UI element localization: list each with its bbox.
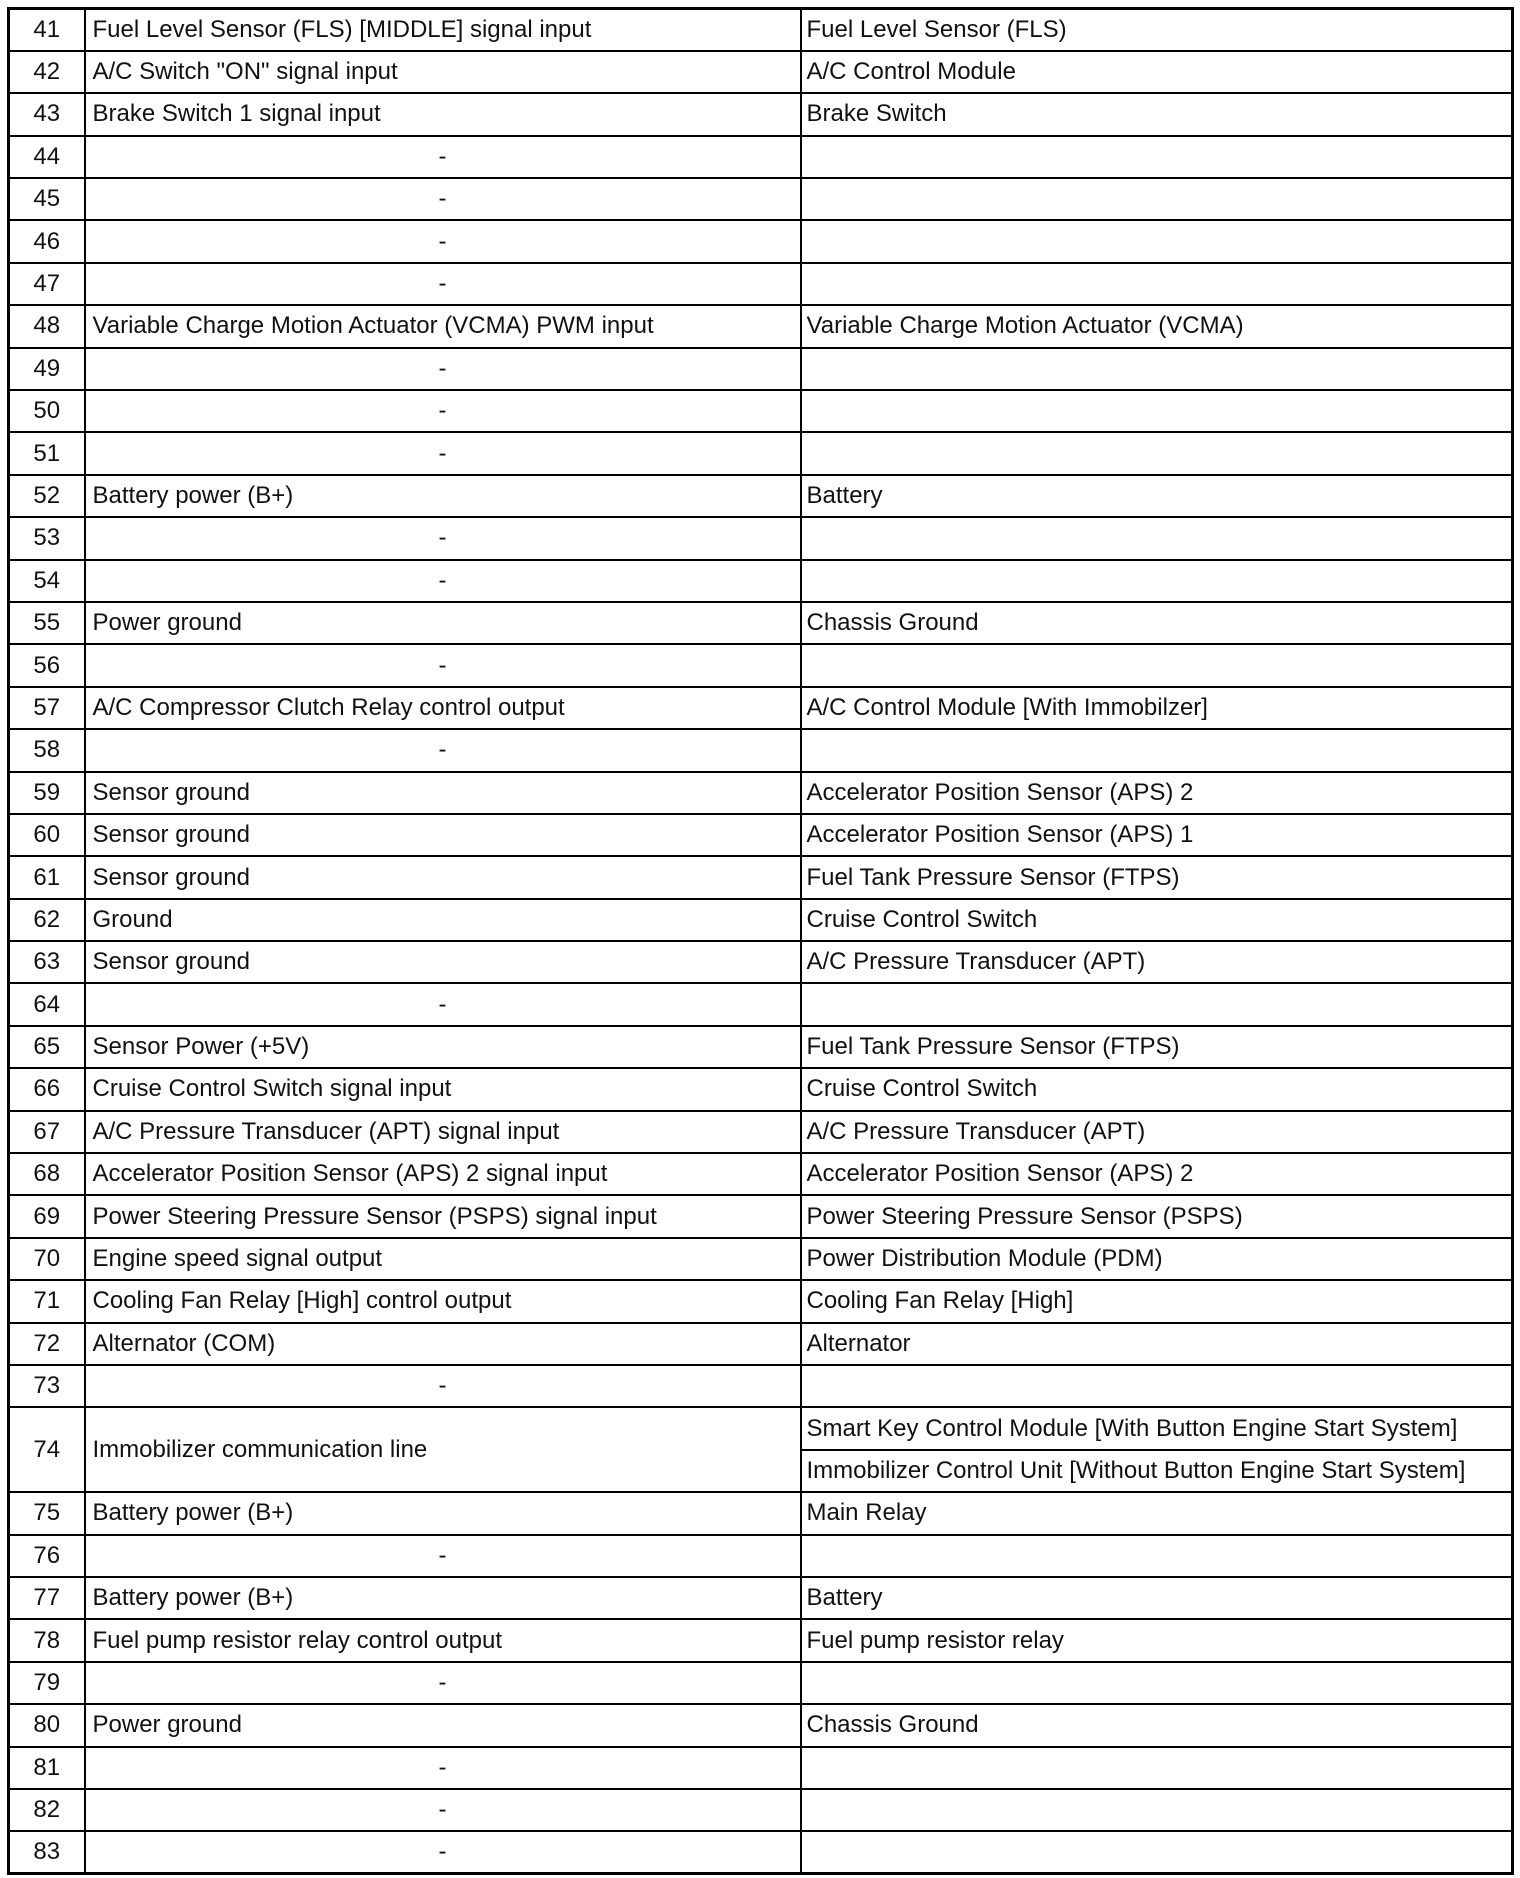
pin-connection bbox=[801, 432, 1513, 474]
pin-description: Power Steering Pressure Sensor (PSPS) signal input bbox=[85, 1195, 801, 1237]
pin-connection bbox=[801, 644, 1513, 686]
pin-description: Sensor Power (+5V) bbox=[85, 1026, 801, 1068]
pin-connection bbox=[801, 136, 1513, 178]
table-row bbox=[9, 517, 1513, 559]
pin-description: Battery power (B+) bbox=[85, 475, 801, 517]
pin-description: - bbox=[85, 1831, 801, 1873]
pin-number: 48 bbox=[9, 305, 85, 347]
pin-number: 55 bbox=[9, 602, 85, 644]
pin-connection bbox=[801, 1831, 1513, 1873]
pin-connection: Main Relay bbox=[801, 1492, 1513, 1534]
pin-connection bbox=[801, 348, 1513, 390]
pin-description: Cooling Fan Relay [High] control output bbox=[85, 1280, 801, 1322]
pin-connection bbox=[801, 1747, 1513, 1789]
table-row bbox=[9, 814, 1513, 856]
pin-connection: Fuel Level Sensor (FLS) bbox=[801, 9, 1513, 51]
pin-number: 83 bbox=[9, 1831, 85, 1873]
table-row bbox=[9, 1747, 1513, 1789]
pin-description: - bbox=[85, 220, 801, 262]
pin-connection: Battery bbox=[801, 475, 1513, 517]
pin-connection bbox=[801, 1535, 1513, 1577]
pin-description: Accelerator Position Sensor (APS) 2 signal input bbox=[85, 1153, 801, 1195]
table-row bbox=[9, 1407, 1513, 1449]
pin-connection: Chassis Ground bbox=[801, 1704, 1513, 1746]
table-row bbox=[9, 390, 1513, 432]
pin-description: - bbox=[85, 390, 801, 432]
pin-number: 76 bbox=[9, 1535, 85, 1577]
pin-description: Sensor ground bbox=[85, 814, 801, 856]
pin-number: 45 bbox=[9, 178, 85, 220]
table-row bbox=[9, 220, 1513, 262]
pin-description: - bbox=[85, 1789, 801, 1831]
pin-connection: Power Distribution Module (PDM) bbox=[801, 1238, 1513, 1280]
pin-description: Power ground bbox=[85, 1704, 801, 1746]
pin-description: Fuel pump resistor relay control output bbox=[85, 1619, 801, 1661]
table-row bbox=[9, 644, 1513, 686]
pin-connection: Accelerator Position Sensor (APS) 1 bbox=[801, 814, 1513, 856]
pin-description: - bbox=[85, 432, 801, 474]
pin-connection: Cruise Control Switch bbox=[801, 899, 1513, 941]
pin-number: 54 bbox=[9, 560, 85, 602]
pin-number: 68 bbox=[9, 1153, 85, 1195]
pin-number: 61 bbox=[9, 856, 85, 898]
pin-connection: A/C Control Module bbox=[801, 51, 1513, 93]
pin-number: 51 bbox=[9, 432, 85, 474]
pin-number: 50 bbox=[9, 390, 85, 432]
pin-number: 46 bbox=[9, 220, 85, 262]
pin-description: - bbox=[85, 178, 801, 220]
pin-connection: Fuel pump resistor relay bbox=[801, 1619, 1513, 1661]
table-row bbox=[9, 856, 1513, 898]
table-row bbox=[9, 1026, 1513, 1068]
table-row bbox=[9, 136, 1513, 178]
pin-number: 69 bbox=[9, 1195, 85, 1237]
pin-description: - bbox=[85, 263, 801, 305]
pin-description-table bbox=[7, 7, 1514, 1875]
pin-description: Alternator (COM) bbox=[85, 1323, 801, 1365]
table-row bbox=[9, 1535, 1513, 1577]
pin-number: 80 bbox=[9, 1704, 85, 1746]
pin-description: A/C Pressure Transducer (APT) signal input bbox=[85, 1111, 801, 1153]
table-row bbox=[9, 475, 1513, 517]
table-row bbox=[9, 1789, 1513, 1831]
pin-number: 67 bbox=[9, 1111, 85, 1153]
pin-description: Battery power (B+) bbox=[85, 1577, 801, 1619]
pin-number: 75 bbox=[9, 1492, 85, 1534]
pin-connection bbox=[801, 983, 1513, 1025]
pin-connection bbox=[801, 1662, 1513, 1704]
table-row bbox=[9, 560, 1513, 602]
table-row bbox=[9, 602, 1513, 644]
pin-description: Variable Charge Motion Actuator (VCMA) PWM input bbox=[85, 305, 801, 347]
pin-connection bbox=[801, 220, 1513, 262]
table-row bbox=[9, 9, 1513, 51]
pin-number: 41 bbox=[9, 9, 85, 51]
pin-connection bbox=[801, 517, 1513, 559]
pin-number: 49 bbox=[9, 348, 85, 390]
pin-number: 62 bbox=[9, 899, 85, 941]
pin-connection: Accelerator Position Sensor (APS) 2 bbox=[801, 772, 1513, 814]
pin-number: 53 bbox=[9, 517, 85, 559]
pin-number: 64 bbox=[9, 983, 85, 1025]
pin-number: 57 bbox=[9, 687, 85, 729]
pin-description: Battery power (B+) bbox=[85, 1492, 801, 1534]
pin-number: 74 bbox=[9, 1407, 85, 1492]
table-row bbox=[9, 1111, 1513, 1153]
pin-description: - bbox=[85, 560, 801, 602]
pin-connection: Brake Switch bbox=[801, 93, 1513, 135]
pin-description: A/C Switch "ON" signal input bbox=[85, 51, 801, 93]
pin-description: - bbox=[85, 729, 801, 771]
table-row bbox=[9, 1195, 1513, 1237]
table-row bbox=[9, 1662, 1513, 1704]
pin-number: 56 bbox=[9, 644, 85, 686]
pin-number: 44 bbox=[9, 136, 85, 178]
pin-description: A/C Compressor Clutch Relay control output bbox=[85, 687, 801, 729]
table-row bbox=[9, 1068, 1513, 1110]
table-row bbox=[9, 1365, 1513, 1407]
table-row bbox=[9, 1492, 1513, 1534]
pin-connection: Accelerator Position Sensor (APS) 2 bbox=[801, 1153, 1513, 1195]
pin-description: Fuel Level Sensor (FLS) [MIDDLE] signal input bbox=[85, 9, 801, 51]
pin-description: Sensor ground bbox=[85, 941, 801, 983]
pin-description: Sensor ground bbox=[85, 772, 801, 814]
pin-description: Cruise Control Switch signal input bbox=[85, 1068, 801, 1110]
pin-number: 79 bbox=[9, 1662, 85, 1704]
pin-description: - bbox=[85, 983, 801, 1025]
table-row bbox=[9, 1280, 1513, 1322]
table-row bbox=[9, 1577, 1513, 1619]
pin-description: Engine speed signal output bbox=[85, 1238, 801, 1280]
pin-description: - bbox=[85, 1747, 801, 1789]
pin-connection: A/C Pressure Transducer (APT) bbox=[801, 941, 1513, 983]
pin-description: Sensor ground bbox=[85, 856, 801, 898]
pin-number: 42 bbox=[9, 51, 85, 93]
pin-description: Ground bbox=[85, 899, 801, 941]
pin-connection: Variable Charge Motion Actuator (VCMA) bbox=[801, 305, 1513, 347]
pin-connection bbox=[801, 390, 1513, 432]
pin-connection bbox=[801, 263, 1513, 305]
pin-description: Immobilizer communication line bbox=[85, 1407, 801, 1492]
table-row bbox=[9, 432, 1513, 474]
pin-description: Brake Switch 1 signal input bbox=[85, 93, 801, 135]
pin-description: - bbox=[85, 348, 801, 390]
table-row bbox=[9, 1831, 1513, 1873]
table-row bbox=[9, 729, 1513, 771]
table-row bbox=[9, 899, 1513, 941]
table-row bbox=[9, 93, 1513, 135]
pin-connection: Immobilizer Control Unit [Without Button Engine Start System] bbox=[801, 1450, 1513, 1492]
table-row bbox=[9, 1153, 1513, 1195]
table-row bbox=[9, 772, 1513, 814]
pin-connection bbox=[801, 560, 1513, 602]
pin-number: 47 bbox=[9, 263, 85, 305]
pin-table-body bbox=[9, 9, 1513, 1874]
pin-number: 73 bbox=[9, 1365, 85, 1407]
pin-description: - bbox=[85, 1365, 801, 1407]
table-row bbox=[9, 941, 1513, 983]
pin-number: 81 bbox=[9, 1747, 85, 1789]
pin-number: 58 bbox=[9, 729, 85, 771]
pin-description: - bbox=[85, 1535, 801, 1577]
pin-connection bbox=[801, 1365, 1513, 1407]
pin-connection: Chassis Ground bbox=[801, 602, 1513, 644]
pin-number: 43 bbox=[9, 93, 85, 135]
pin-number: 60 bbox=[9, 814, 85, 856]
pin-connection: Smart Key Control Module [With Button Engine Start System] bbox=[801, 1407, 1513, 1449]
table-row bbox=[9, 687, 1513, 729]
pin-number: 77 bbox=[9, 1577, 85, 1619]
table-row bbox=[9, 305, 1513, 347]
pin-connection: Alternator bbox=[801, 1323, 1513, 1365]
pin-number: 82 bbox=[9, 1789, 85, 1831]
pin-number: 66 bbox=[9, 1068, 85, 1110]
pin-connection: A/C Control Module [With Immobilzer] bbox=[801, 687, 1513, 729]
pin-description: - bbox=[85, 644, 801, 686]
pin-number: 65 bbox=[9, 1026, 85, 1068]
pin-description: - bbox=[85, 136, 801, 178]
pin-connection: Cooling Fan Relay [High] bbox=[801, 1280, 1513, 1322]
pin-connection: Power Steering Pressure Sensor (PSPS) bbox=[801, 1195, 1513, 1237]
table-row bbox=[9, 1619, 1513, 1661]
pin-connection: Cruise Control Switch bbox=[801, 1068, 1513, 1110]
pin-description: Power ground bbox=[85, 602, 801, 644]
pin-number: 63 bbox=[9, 941, 85, 983]
table-row bbox=[9, 1323, 1513, 1365]
table-row bbox=[9, 263, 1513, 305]
pin-number: 78 bbox=[9, 1619, 85, 1661]
table-row bbox=[9, 51, 1513, 93]
pin-connection bbox=[801, 178, 1513, 220]
pin-number: 52 bbox=[9, 475, 85, 517]
pin-number: 71 bbox=[9, 1280, 85, 1322]
pin-connection: A/C Pressure Transducer (APT) bbox=[801, 1111, 1513, 1153]
table-row bbox=[9, 1238, 1513, 1280]
table-row bbox=[9, 348, 1513, 390]
pin-description: - bbox=[85, 517, 801, 559]
pin-connection bbox=[801, 729, 1513, 771]
table-row bbox=[9, 983, 1513, 1025]
table-row bbox=[9, 1704, 1513, 1746]
pin-connection bbox=[801, 1789, 1513, 1831]
table-row bbox=[9, 178, 1513, 220]
pin-number: 72 bbox=[9, 1323, 85, 1365]
pin-number: 59 bbox=[9, 772, 85, 814]
pin-description: - bbox=[85, 1662, 801, 1704]
pin-number: 70 bbox=[9, 1238, 85, 1280]
pin-connection: Fuel Tank Pressure Sensor (FTPS) bbox=[801, 1026, 1513, 1068]
pin-connection: Battery bbox=[801, 1577, 1513, 1619]
pin-connection: Fuel Tank Pressure Sensor (FTPS) bbox=[801, 856, 1513, 898]
